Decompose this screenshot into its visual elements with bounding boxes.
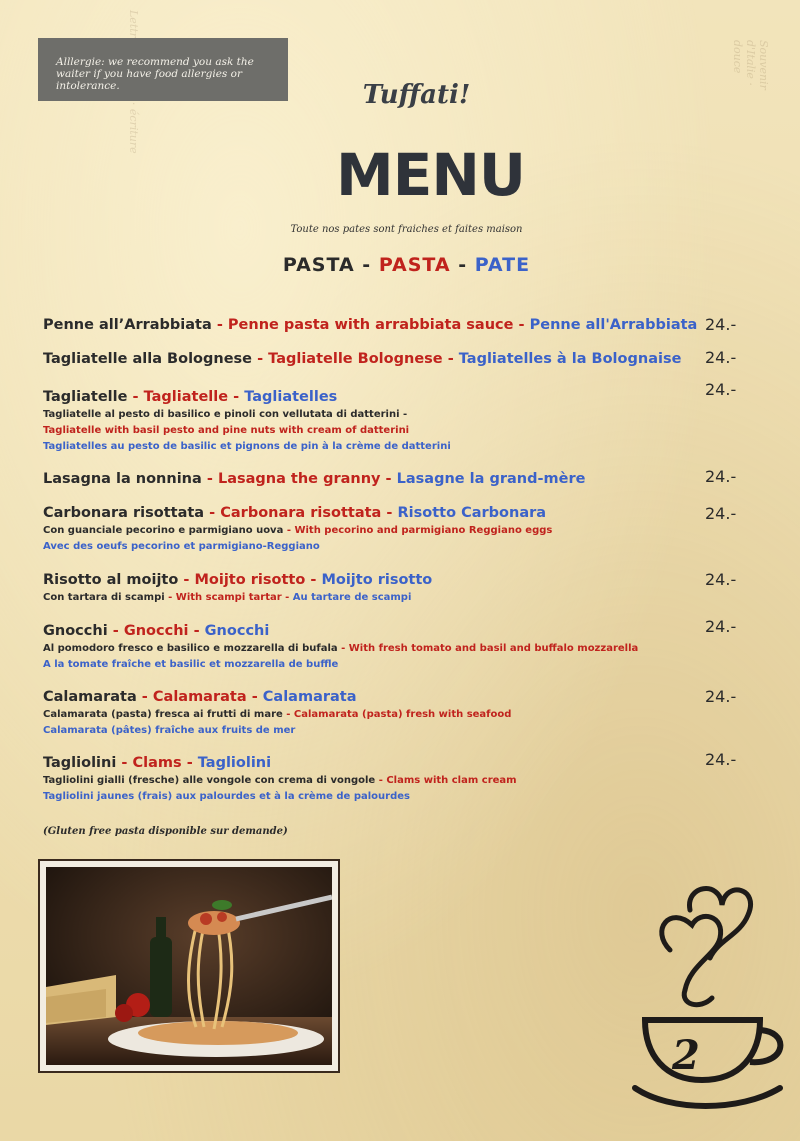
dish-name-fr: Lasagne la grand-mère [396,471,586,487]
dish-price: 24.- [705,687,737,706]
dish-name-en: Lasagna the granny [217,471,381,487]
dish-sep: - [233,389,240,405]
heading-sep: - [362,254,372,276]
heading-it: PASTA [282,254,355,276]
dish-name-en: Gnocchi [123,623,189,639]
dish-name-fr: Moijto risotto [321,572,433,588]
page-number: 2 [672,1032,700,1079]
dish-name-en: Moijto risotto [194,572,306,588]
dish-name-it: Carbonara risottata [43,505,205,521]
dish-sep: - [385,471,392,487]
dish-name-it: Lasagna la nonnina [43,471,202,487]
dish-sep: - [121,755,128,771]
dish-desc-it: Tagliatelle al pesto di basilico e pinoli con vellutata di datterini - [43,409,408,420]
dish-name-it: Tagliolini [43,755,117,771]
dish-item [43,349,733,369]
dish-item [43,753,733,805]
heading-sep: - [458,254,468,276]
dish-name-en: Calamarata [152,689,247,705]
dish-desc-fr: Au tartare de scampi [292,592,412,603]
gluten-note: (Gluten free pasta disponible sur demande) [43,826,288,837]
dish-desc-fr: Tagliatelles au pesto de basilic et pignons de pin à la crème de datterini [43,441,451,452]
dish-item [43,687,733,739]
dish-name-fr: Risotto Carbonara [397,505,547,521]
dish-desc-en: With pecorino and parmigiano Reggiano eggs [294,525,553,536]
dish-name-fr: Penne all'Arrabbiata [529,317,698,333]
dish-name-en: Tagliatelle [143,389,229,405]
dish-desc-en: Tagliatelle with basil pesto and pine nuts with cream of datterini [43,425,410,436]
dish-item [43,387,733,455]
dish-sep: - [285,592,290,603]
dish-price: 24.- [705,348,737,367]
dish-item [43,503,733,555]
dish-sep: - [168,592,173,603]
dish-desc-it: Al pomodoro fresco e basilico e mozzarella di bufala [43,643,338,654]
heading-fr: PATE [474,254,531,276]
dish-sep: - [310,572,317,588]
dish-price: 24.- [705,315,737,334]
dish-desc-it: Calamarata (pasta) fresca ai frutti di mare [43,709,283,720]
heading-en: PASTA [378,254,451,276]
dish-price: 24.- [705,467,737,486]
dish-name-fr: Tagliatelles [244,389,338,405]
dish-sep: - [206,471,213,487]
dish-name-en: Tagliatelle Bolognese [268,351,443,367]
dish-name-fr: Tagliatelles à la Bolognaise [458,351,682,367]
dish-sep: - [141,689,148,705]
menu-subtitle: Toute nos pates sont fraiches et faites maison [290,224,523,235]
dish-price: 24.- [705,380,737,399]
allergy-notice: Alllergie: we recommend you ask the waiter if you have food allergies or intolerance. [38,38,288,101]
dish-desc-en: With fresh tomato and basil and buffalo mozzarella [348,643,639,654]
dish-desc-fr: Calamarata (pâtes) fraîche aux fruits de mer [43,725,296,736]
dish-desc-en: With scampi tartar [175,592,282,603]
dish-sep: - [341,643,346,654]
dish-sep: - [216,317,223,333]
dish-desc-en: Clams with clam cream [386,775,517,786]
dish-name-en: Penne pasta with arrabbiata sauce [227,317,514,333]
dish-sep: - [183,572,190,588]
dish-desc-fr: Avec des oeufs pecorino et parmigiano-Reggiano [43,541,320,552]
dish-name-fr: Gnocchi [204,623,270,639]
dish-name-it: Penne all’Arrabbiata [43,317,212,333]
dish-price: 24.- [705,504,737,523]
dish-name-en: Carbonara risottata [220,505,382,521]
dish-sep: - [132,389,139,405]
dish-name-it: Risotto al moijto [43,572,179,588]
dish-desc-it: Con tartara di scampi [43,592,165,603]
dish-desc-it: Tagliolini gialli (fresche) alle vongole con crema di vongole [43,775,376,786]
dish-desc-en: Calamarata (pasta) fresh with seafood [293,709,512,720]
background-script: Souvenir d'Italie · douce [731,40,770,90]
dish-name-it: Calamarata [43,689,137,705]
dish-price: 24.- [705,570,737,589]
dish-name-fr: Calamarata [262,689,357,705]
dish-sep: - [286,709,291,720]
dish-sep: - [286,525,291,536]
pasta-fork-photo [40,861,338,1071]
dish-item [43,469,733,489]
dish-desc-fr: A la tomate fraîche et basilic et mozzarella de buffle [43,659,339,670]
dish-item [43,621,733,673]
dish-sep: - [518,317,525,333]
dish-name-it: Tagliatelle [43,389,128,405]
dish-price: 24.- [705,617,737,636]
dish-sep: - [112,623,119,639]
dish-sep: - [251,689,258,705]
dish-sep: - [378,775,383,786]
dish-sep: - [186,755,193,771]
section-heading [0,254,800,276]
dish-item [43,570,733,606]
dish-desc-fr: Tagliolini jaunes (frais) aux palourdes et à la crème de palourdes [43,791,410,802]
dish-name-fr: Tagliolini [197,755,272,771]
menu-title: MENU [336,141,525,209]
dish-sep: - [193,623,200,639]
dish-sep: - [209,505,216,521]
dish-sep: - [257,351,264,367]
brand-name: Tuffati! [362,80,471,110]
dish-sep: - [386,505,393,521]
dish-sep: - [447,351,454,367]
coffee-cup-hearts-icon [630,880,790,1120]
dish-price: 24.- [705,750,737,769]
pasta-photo-illustration [46,867,332,1065]
dish-name-it: Gnocchi [43,623,108,639]
dish-desc-it: Con guanciale pecorino e parmigiano uova [43,525,284,536]
dish-item [43,315,733,335]
dish-name-it: Tagliatelle alla Bolognese [43,351,253,367]
dish-name-en: Clams [132,755,182,771]
